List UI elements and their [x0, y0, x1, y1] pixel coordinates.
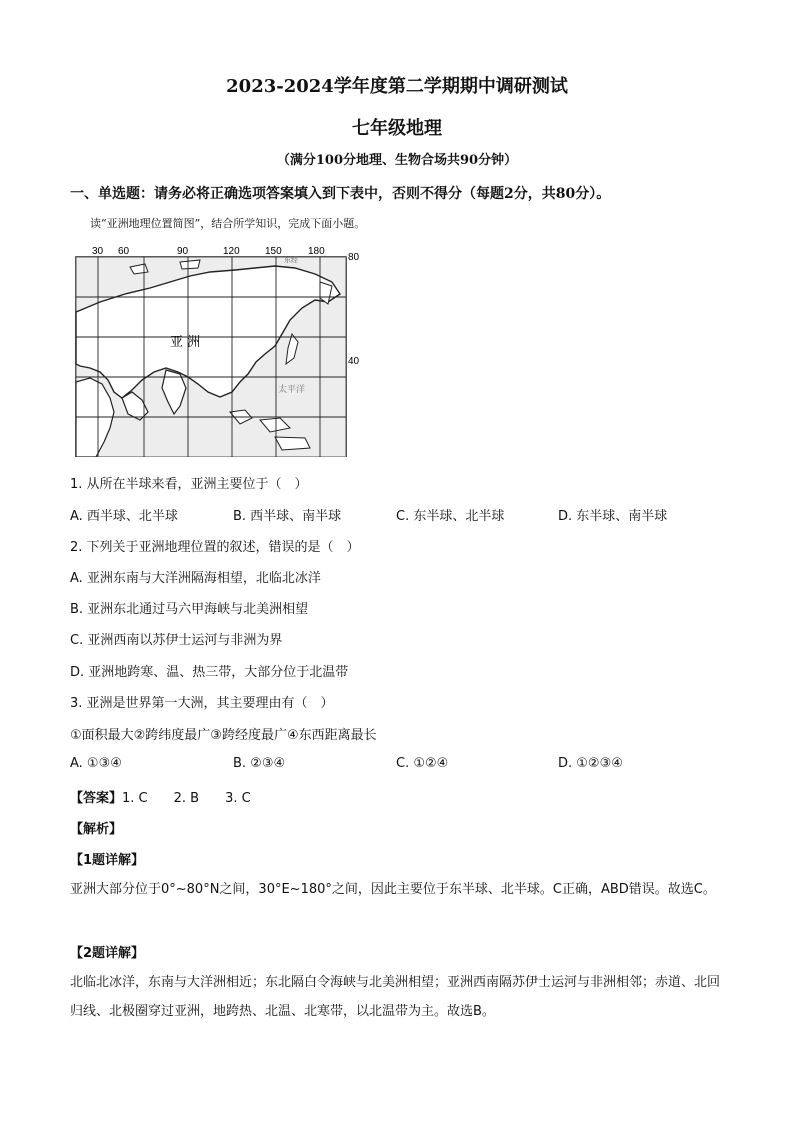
analysis-label: 【解析】	[70, 822, 123, 837]
question-2-option-c: C. 亚洲西南以苏伊士运河与非洲为界	[70, 633, 283, 648]
exam-title: 2023-2024学年度第二学期期中调研测试	[226, 76, 568, 97]
exam-note: （满分100分地理、生物合场共90分钟）	[276, 153, 518, 168]
lon-label-90: 90	[177, 246, 189, 257]
lon-label-180: 180	[308, 246, 325, 257]
asia-location-map	[70, 242, 360, 457]
q1-analysis-text: 亚洲大部分位于0°~80°N之间，30°E~180°之间，因此主要位于东半球、北半球。C正确，ABD错误。故选C。	[70, 882, 716, 897]
lon-label-120: 120	[223, 246, 240, 257]
lon-label-60: 60	[118, 246, 130, 257]
q2-analysis-heading: 【2题详解】	[70, 946, 145, 961]
question-1-option-a: A. 西半球、北半球	[70, 509, 178, 524]
q2-analysis-text: 北临北冰洋，东南与大洋洲相近；东北隔白令海峡与北美洲相望；亚洲西南隔苏伊士运河与非洲相邻；赤道、北回归线、北极圈穿过亚洲，地跨热、北温、北寒带，以北温带为主。故选B。	[70, 975, 721, 1019]
question-1-option-d: D. 东半球、南半球	[558, 509, 668, 524]
map-fragment-2: 太平洋	[278, 385, 306, 395]
lat-label-40: 40	[348, 356, 360, 367]
map-label-asia: 亚 洲	[170, 335, 201, 350]
question-2-option-b: B. 亚洲东北通过马六甲海峡与北美洲相望	[70, 602, 309, 617]
exam-subtitle: 七年级地理	[352, 118, 442, 139]
question-2-option-a: A. 亚洲东南与大洋洲隔海相望，北临北冰洋	[70, 571, 321, 586]
q1-analysis-heading: 【1题详解】	[70, 853, 145, 868]
question-3-option-c: C. ①②④	[396, 756, 449, 771]
section-intro: 读“亚洲地理位置简图”，结合所学知识，完成下面小题。	[90, 217, 366, 230]
question-2-stem: 2. 下列关于亚洲地理位置的叙述，错误的是（ ）	[70, 540, 360, 555]
lat-label-80: 80	[348, 252, 360, 263]
section-heading: 一、单选题：请务必将正确选项答案填入到下表中，否则不得分（每题2分，共80分）。	[70, 186, 611, 202]
question-1-stem: 1. 从所在半球来看，亚洲主要位于（ ）	[70, 477, 308, 492]
question-1-option-b: B. 西半球、南半球	[233, 509, 342, 524]
question-3-option-a: A. ①③④	[70, 756, 122, 771]
question-3-stem: 3. 亚洲是世界第一大洲，其主要理由有（ ）	[70, 696, 334, 711]
question-2-option-d: D. 亚洲地跨寒、温、热三带，大部分位于北温带	[70, 665, 349, 680]
map-fragment-1: 东经	[284, 256, 298, 264]
question-1-option-c: C. 东半球、北半球	[396, 509, 505, 524]
lon-label-30: 30	[92, 246, 104, 257]
question-3-statements: ①面积最大②跨纬度最广③跨经度最广④东西距离最长	[70, 728, 377, 743]
question-3-option-b: B. ②③④	[233, 756, 286, 771]
answer-text: 1. C 2. B 3. C	[122, 791, 251, 806]
question-3-option-d: D. ①②③④	[558, 756, 623, 771]
lon-label-150: 150	[265, 246, 282, 257]
answer-line	[70, 787, 251, 806]
answer-label: 【答案】	[70, 791, 123, 806]
